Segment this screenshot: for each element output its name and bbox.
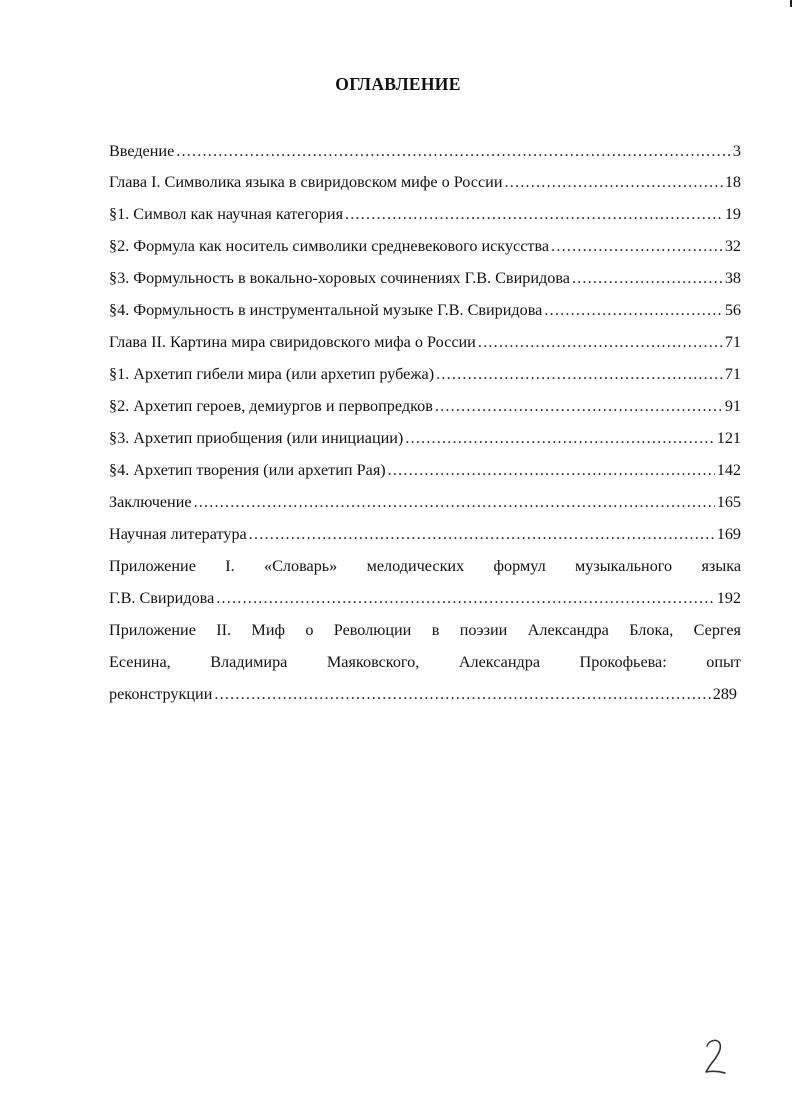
toc-entry[interactable] xyxy=(109,491,741,513)
toc-entry-text: Научная литература xyxy=(109,525,247,543)
toc-page-number: 18 xyxy=(724,173,741,191)
toc-page-number: 169 xyxy=(716,525,741,543)
toc-page-number: 71 xyxy=(724,365,741,383)
toc-entry-text: §1. Архетип гибели мира (или архетип рубежа) xyxy=(109,365,435,383)
toc-entry-text: Глава I. Символика языка в свиридовском мифе о России xyxy=(109,173,503,191)
page-title: ОГЛАВЛЕНИЕ xyxy=(335,74,461,94)
toc-entry-text: Приложение I. «Словарь» мелодических формул музыкального языка xyxy=(109,557,741,575)
toc-entry-text: Глава II. Картина мира свиридовского мифа о России xyxy=(109,333,476,351)
dot-leader xyxy=(505,171,723,193)
dot-leader xyxy=(436,363,723,385)
toc-entry-appendix-2[interactable] xyxy=(109,619,741,705)
dot-leader xyxy=(345,203,723,225)
toc-entry-text: §3. Архетип приобщения (или инициации) xyxy=(109,429,404,447)
toc-entry-text: Г.В. Свиридова xyxy=(109,589,215,607)
table-of-contents xyxy=(109,140,741,705)
toc-page-number: 56 xyxy=(724,301,741,319)
toc-entry[interactable] xyxy=(109,235,741,257)
toc-page-number: 38 xyxy=(724,269,741,287)
toc-entry-text: §2. Архетип героев, демиургов и первопредков xyxy=(109,397,433,415)
toc-entry[interactable] xyxy=(109,203,741,225)
dot-leader xyxy=(388,459,715,481)
toc-entry-text: §4. Архетип творения (или архетип Рая) xyxy=(109,461,386,479)
toc-page-number: 3 xyxy=(732,142,741,160)
toc-entry[interactable] xyxy=(109,363,741,385)
dot-leader xyxy=(551,235,723,257)
dot-leader xyxy=(214,683,710,705)
toc-page-number: 71 xyxy=(724,333,741,351)
toc-entry[interactable] xyxy=(109,140,741,162)
scan-mark xyxy=(790,0,792,7)
dot-leader xyxy=(194,491,715,513)
toc-entry[interactable] xyxy=(109,523,741,545)
dot-leader xyxy=(249,523,715,545)
dot-leader xyxy=(176,140,731,162)
toc-page-number: 32 xyxy=(724,237,741,255)
dot-leader xyxy=(478,331,723,353)
toc-entry[interactable] xyxy=(109,459,741,481)
toc-entry-text: Есенина, Владимира Маяковского, Александра Прокофьева: опыт xyxy=(109,653,741,671)
toc-page-number: 289 xyxy=(712,685,737,703)
toc-entry[interactable] xyxy=(109,395,741,417)
dot-leader xyxy=(216,587,714,609)
toc-entry-text: реконструкции xyxy=(109,685,213,703)
toc-entry[interactable] xyxy=(109,171,741,193)
dot-leader xyxy=(572,267,723,289)
toc-page-number: 142 xyxy=(716,461,741,479)
dot-leader xyxy=(405,427,714,449)
toc-page-number: 19 xyxy=(724,205,741,223)
toc-entry-text: §3. Формульность в вокально-хоровых сочинениях Г.В. Свиридова xyxy=(109,269,570,287)
toc-page-number: 91 xyxy=(724,397,741,415)
dot-leader xyxy=(435,395,723,417)
handwritten-page-number xyxy=(703,1036,727,1076)
toc-page-number: 165 xyxy=(716,493,741,511)
toc-page-number: 192 xyxy=(716,589,741,607)
toc-entry-text: Введение xyxy=(109,142,175,160)
toc-entry-appendix-1[interactable] xyxy=(109,555,741,609)
toc-entry[interactable] xyxy=(109,331,741,353)
toc-entry[interactable] xyxy=(109,267,741,289)
toc-entry[interactable] xyxy=(109,427,741,449)
dot-leader xyxy=(544,299,722,321)
toc-entry-text: §4. Формульность в инструментальной музыке Г.В. Свиридова xyxy=(109,301,543,319)
toc-entry-text: §2. Формула как носитель символики средневекового искусства xyxy=(109,237,550,255)
toc-entry[interactable] xyxy=(109,299,741,321)
toc-entry-text: §1. Символ как научная категория xyxy=(109,205,344,223)
toc-entry-text: Приложение II. Миф о Революции в поэзии Александра Блока, Сергея xyxy=(109,621,741,639)
toc-entry-text: Заключение xyxy=(109,493,192,511)
toc-page-number: 121 xyxy=(716,429,741,447)
